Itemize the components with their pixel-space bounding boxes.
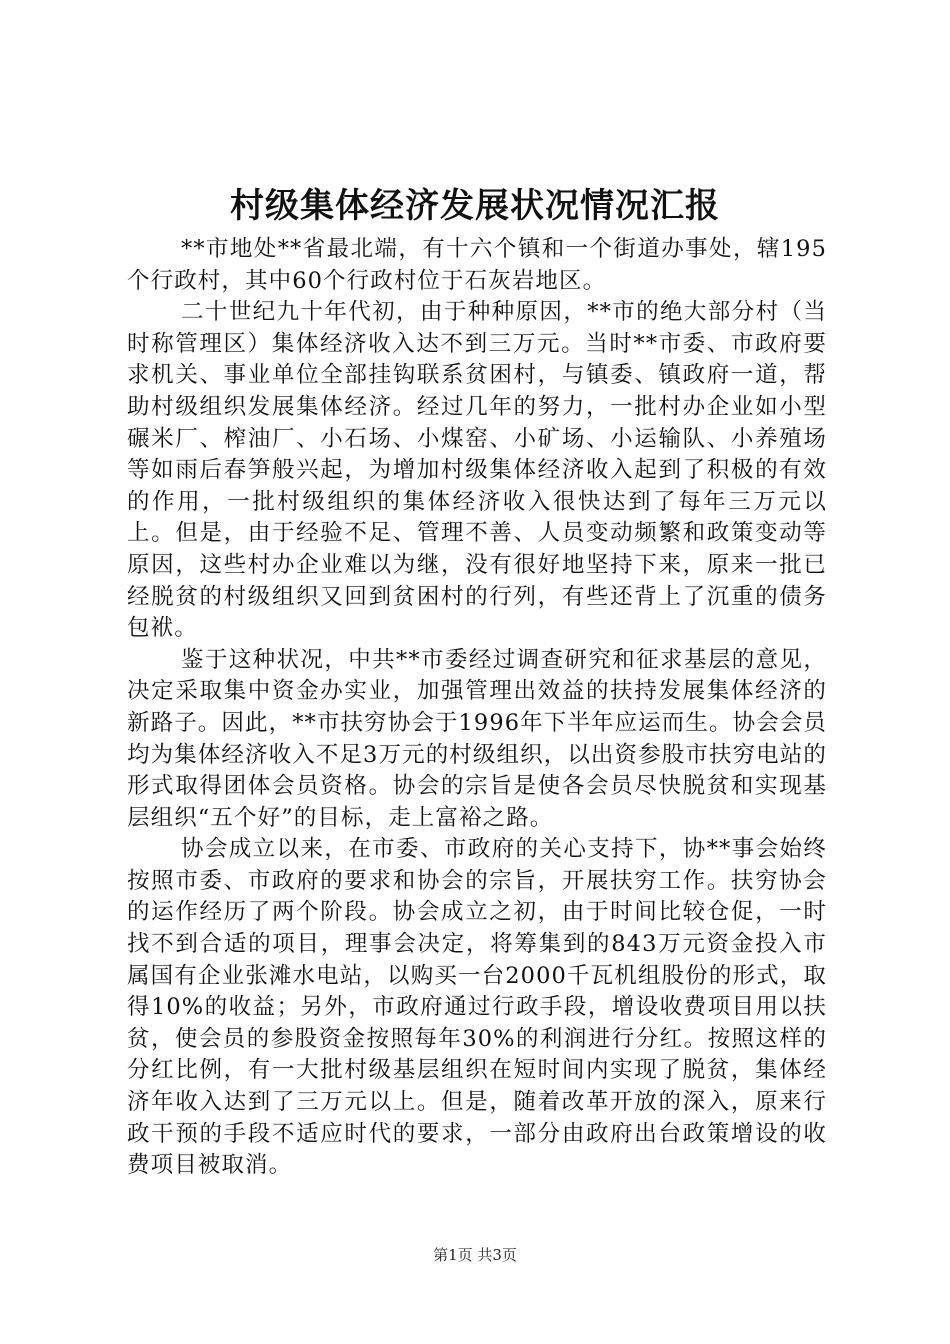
paragraph: 二十世纪九十年代初，由于种种原因，**市的绝大部分村（当时称管理区）集体经济收入达不到三万元。当时**市委、市政府要求机关、事业单位全部挂钩联系贫困村，与镇委、镇政府一道，帮助村级组织发展集体经济。经过几年的努力，一批村办企业如小型碾米厂、榨油厂、小石场、小煤窑、小矿场、小运输队、小养殖场等如雨后春笋般兴起，为增加村级集体经济收入起到了积极的有效的作用，一批村级组织的集体经济收入很快达到了每年三万元以上。但是，由于经验不足、管理不善、人员变动频繁和政策变动等原因，这些村办企业难以为继，没有很好地坚持下来，原来一批已经脱贫的村级组织又回到贫困村的行列，有些还背上了沉重的债务包袱。: [127, 299, 827, 642]
document-title: 村级集体经济发展状况情况汇报: [230, 186, 720, 226]
document-body: [127, 234, 827, 1182]
paragraph: **市地处**省最北端，有十六个镇和一个街道办事处，辖195个行政村，其中60个行政村位于石灰岩地区。: [127, 236, 827, 294]
page-number-footer: 第1页 共3页: [433, 1246, 517, 1264]
paragraph: 鉴于这种状况，中共**市委经过调查研究和征求基层的意见，决定采取集中资金办实业，加强管理出效益的扶持发展集体经济的新路子。因此，**市扶穷协会于1996年下半年应运而生。协会会员均为集体经济收入不足3万元的村级组织，以出资参股市扶穷电站的形式取得团体会员资格。协会的宗旨是使各会员尽快脱贫和实现基层组织“五个好”的目标，走上富裕之路。: [127, 646, 827, 831]
paragraph: 协会成立以来，在市委、市政府的关心支持下，协**事会始终按照市委、市政府的要求和协会的宗旨，开展扶穷工作。扶穷协会的运作经历了两个阶段。协会成立之初，由于时间比较仓促，一时找不到合适的项目，理事会决定，将筹集到的843万元资金投入市属国有企业张滩水电站，以购买一台2000千瓦机组股份的形式，取得10%的收益；另外，市政府通过行政手段，增设收费项目用以扶贫，使会员的参股资金按照每年30%的利润进行分红。按照这样的分红比例，有一大批村级基层组织在短时间内实现了脱贫，集体经济年收入达到了三万元以上。但是，随着改革开放的深入，原来行政干预的手段不适应时代的要求，一部分由政府出台政策增设的收费项目被取消。: [127, 836, 827, 1179]
